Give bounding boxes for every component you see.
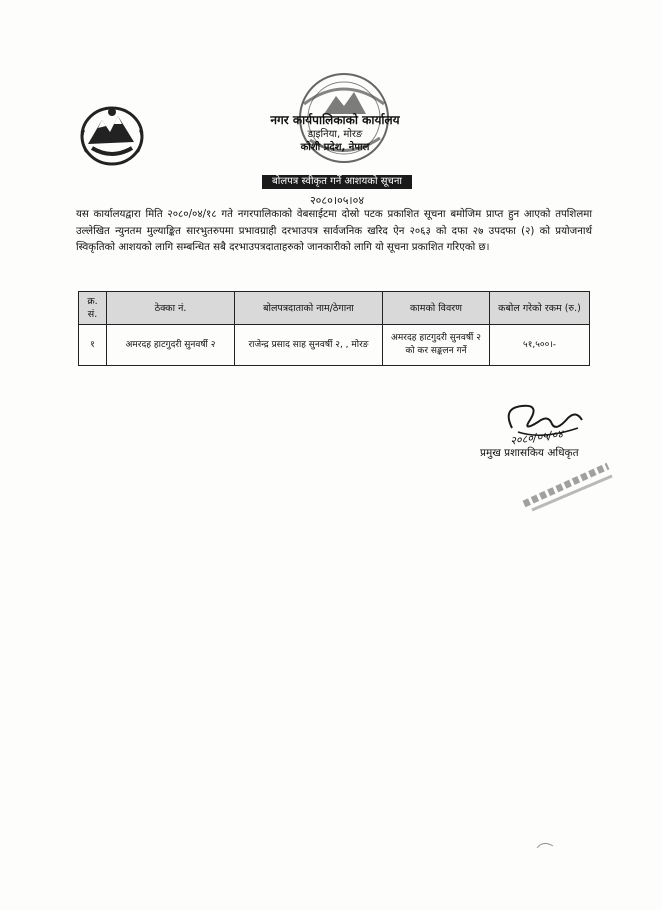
signatory-title: प्रमुख प्रशासकिय अधिकृत: [480, 447, 579, 459]
header-serial: क्र. सं.: [79, 292, 107, 325]
notice-title: बोलपत्र स्वीकृत गर्ने आशयको सूचना: [262, 175, 412, 189]
office-name: नगर कार्यपालिकाको कार्यालय: [270, 113, 400, 127]
cell-work-description: अमरदह हाटगुदरी सुनवर्षी २ को कर सङ्कलन गर्ने: [383, 325, 490, 366]
header-work-description: कामको विवरण: [383, 292, 490, 325]
office-province: कोशी प्रदेश, नेपाल: [300, 142, 370, 153]
signature-date: २०८०/०५/०४: [509, 427, 564, 448]
table-header-row: [79, 292, 590, 325]
cell-contract-no: अमरदह हाटगुदरी सुनवर्षी २: [107, 325, 235, 366]
office-address: डाइनिया, मोरङ: [307, 129, 363, 140]
cell-bidder: राजेन्द्र प्रसाद साह सुनवर्षी २, , मोरङ: [235, 325, 383, 366]
tender-table: [78, 291, 590, 366]
cell-serial: १: [79, 325, 107, 366]
signature-block: [472, 398, 622, 508]
header-bidder: बोलपत्रदाताको नाम/ठेगाना: [235, 292, 383, 325]
scan-smudge: [535, 838, 555, 852]
government-emblem: [76, 100, 148, 170]
notice-body: यस कार्यालयद्वारा मिति २०८०/०४/१८ गते नगरपालिकाको वेबसाईटमा दोस्रो पटक प्रकाशित सूचना बमोजिम प्राप्त हुन आएको तपशिलमा उल्लेखित न्युनतम मुल्याङ्कित सारभुतरुपमा प्रभावग्राही दरभाउपत्र सार्वजनिक खरिद ऐन २०६३ को दफा २७ उपदफा (२) को प्रयोजनार्थ स्विकृतिको आशयको लागि सम्बन्धित सबै दरभाउपत्रदाताहरुको जानकारीको लागि यो सूचना प्रकाशित गरिएको छ।: [76, 209, 592, 253]
cell-bid-amount: ५१,५००।-: [490, 325, 590, 366]
table-row: [79, 325, 590, 366]
notice-date: २०८०।०५।०४: [309, 194, 365, 207]
letterhead: [235, 112, 435, 154]
header-bid-amount: कबोल गरेको रकम (रु.): [490, 292, 590, 325]
officer-stamp: [518, 452, 614, 512]
header-contract-no: ठेक्का नं.: [107, 292, 235, 325]
